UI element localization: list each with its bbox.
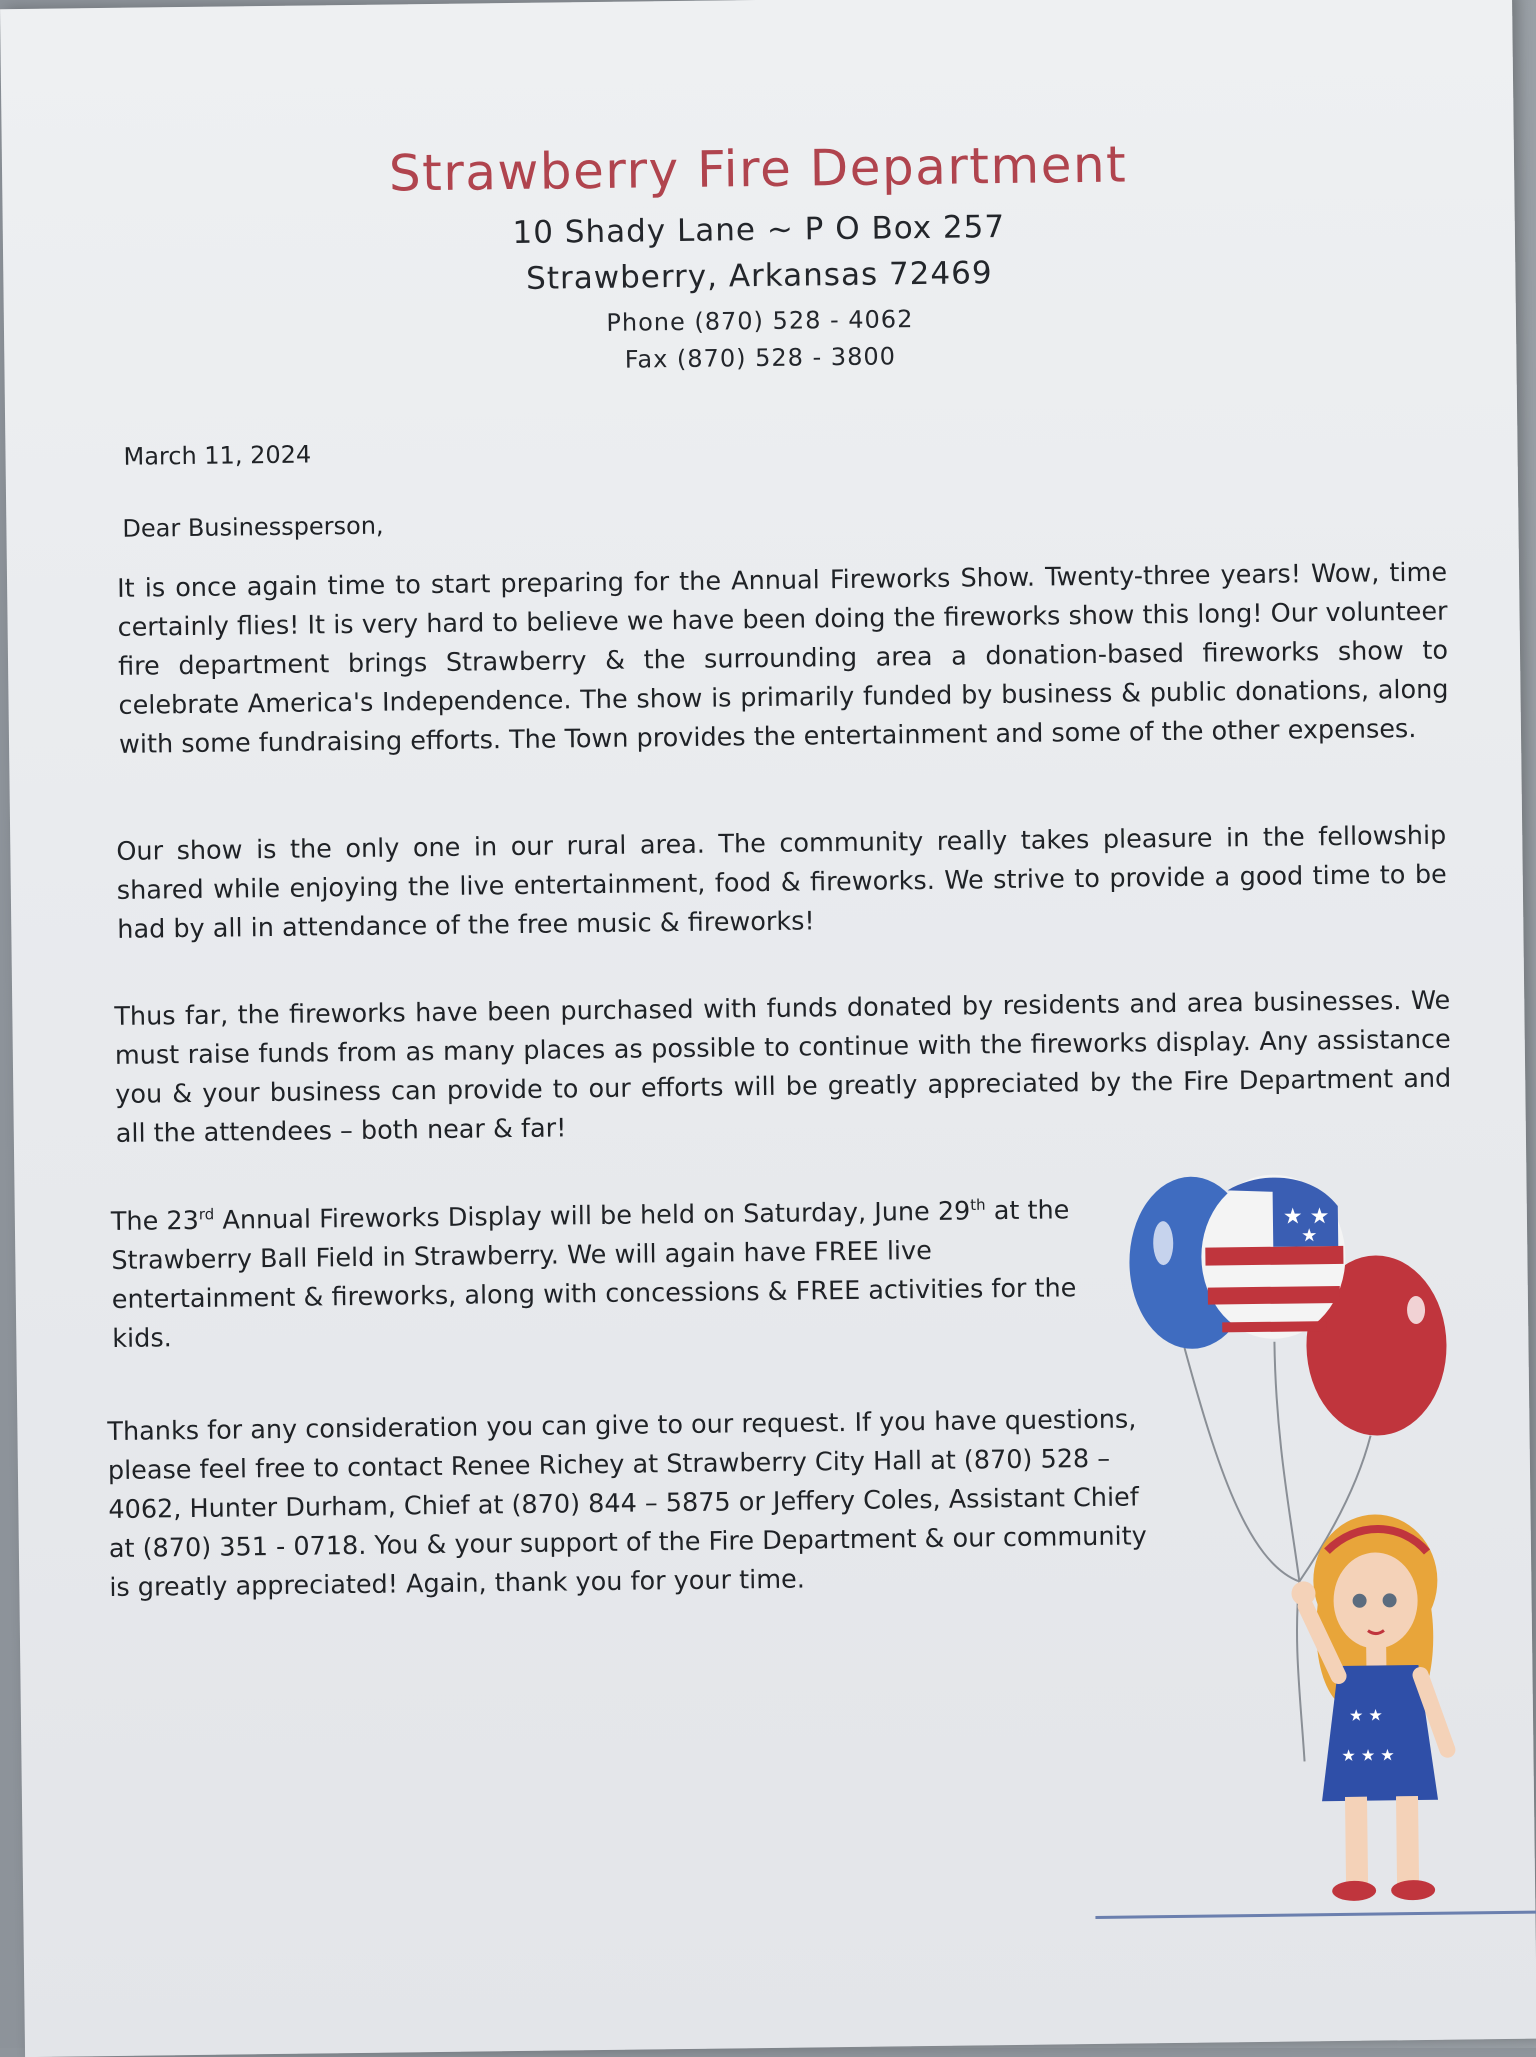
p4-text-3: at the Strawberry Ball Field in Strawberry. We will again have FREE live entertainment & fireworks, along with concessions & FREE activities for the kids. (111, 1195, 1077, 1354)
girl-figure (1291, 1514, 1450, 1902)
p4-sup-2: th (970, 1195, 986, 1214)
fax-number: Fax (870) 528 - 3800 (624, 342, 897, 374)
paragraph-5: Thanks for any consideration you can give to our request. If you have questions, please feel free to contact Renee Richey at Strawberry City Hall at (870) 528 – 4062, Hunter Durham, Chief at (870) 844 – 5875 or Jeffery Coles, Assistant Chief at (870) 351 - 0718. You & your support of the Fire Department & our community is greatly appreciated! Again, thank you for your time. (107, 1404, 1147, 1604)
svg-text:★ ★: ★ ★ (1348, 1705, 1383, 1725)
phone-number: Phone (870) 528 - 4062 (606, 305, 914, 337)
svg-text:★: ★ (1301, 1225, 1318, 1247)
svg-text:★ ★ ★: ★ ★ ★ (1341, 1745, 1395, 1765)
org-name: Strawberry Fire Department (388, 135, 1128, 203)
address-line-1: 10 Shady Lane ~ P O Box 257 (512, 208, 1006, 251)
paragraph-1: It is once again time to start preparing for the Annual Fireworks Show. Twenty-three years! Wow, time certainly flies! It is very hard to believe we have been doing the fireworks show this long! Our volunteer fire department brings Strawberry & the surrounding area a donation-based fireworks show to celebrate America's Independence. The show is primarily funded by business & public donations, along with some fundraising efforts. The Town provides the entertainment and some of the other expenses. (116, 557, 1449, 760)
paragraph-2: Our show is the only one in our rural area. The community really takes pleasure in the fellowship shared while enjoying the live entertainment, food & fireworks. We strive to provide a good time to be had by all in attendance of the free music & fireworks! (116, 820, 1447, 945)
paragraph-4 (111, 1191, 1098, 1359)
p4-text-1: The 23 (110, 1205, 200, 1237)
letter-date: March 11, 2024 (123, 440, 312, 471)
paragraph-3: Thus far, the fireworks have been purchased with funds donated by residents and area businesses. We must raise funds from as many places as possible to continue with the fireworks display. Any assistance you & your business can provide to our efforts will be greatly appreciated by the Fire Department and all the attendees – both near & far! (114, 985, 1452, 1149)
address-line-2: Strawberry, Arkansas 72469 (525, 255, 993, 297)
girl-with-balloons-icon (1122, 1159, 1471, 1923)
p4-text-2: Annual Fireworks Display will be held on Saturday, June 29 (214, 1196, 971, 1236)
p4-sup-1: rd (198, 1205, 215, 1224)
salutation: Dear Businessperson, (122, 511, 384, 543)
svg-text:★ ★: ★ ★ (1282, 1204, 1330, 1230)
